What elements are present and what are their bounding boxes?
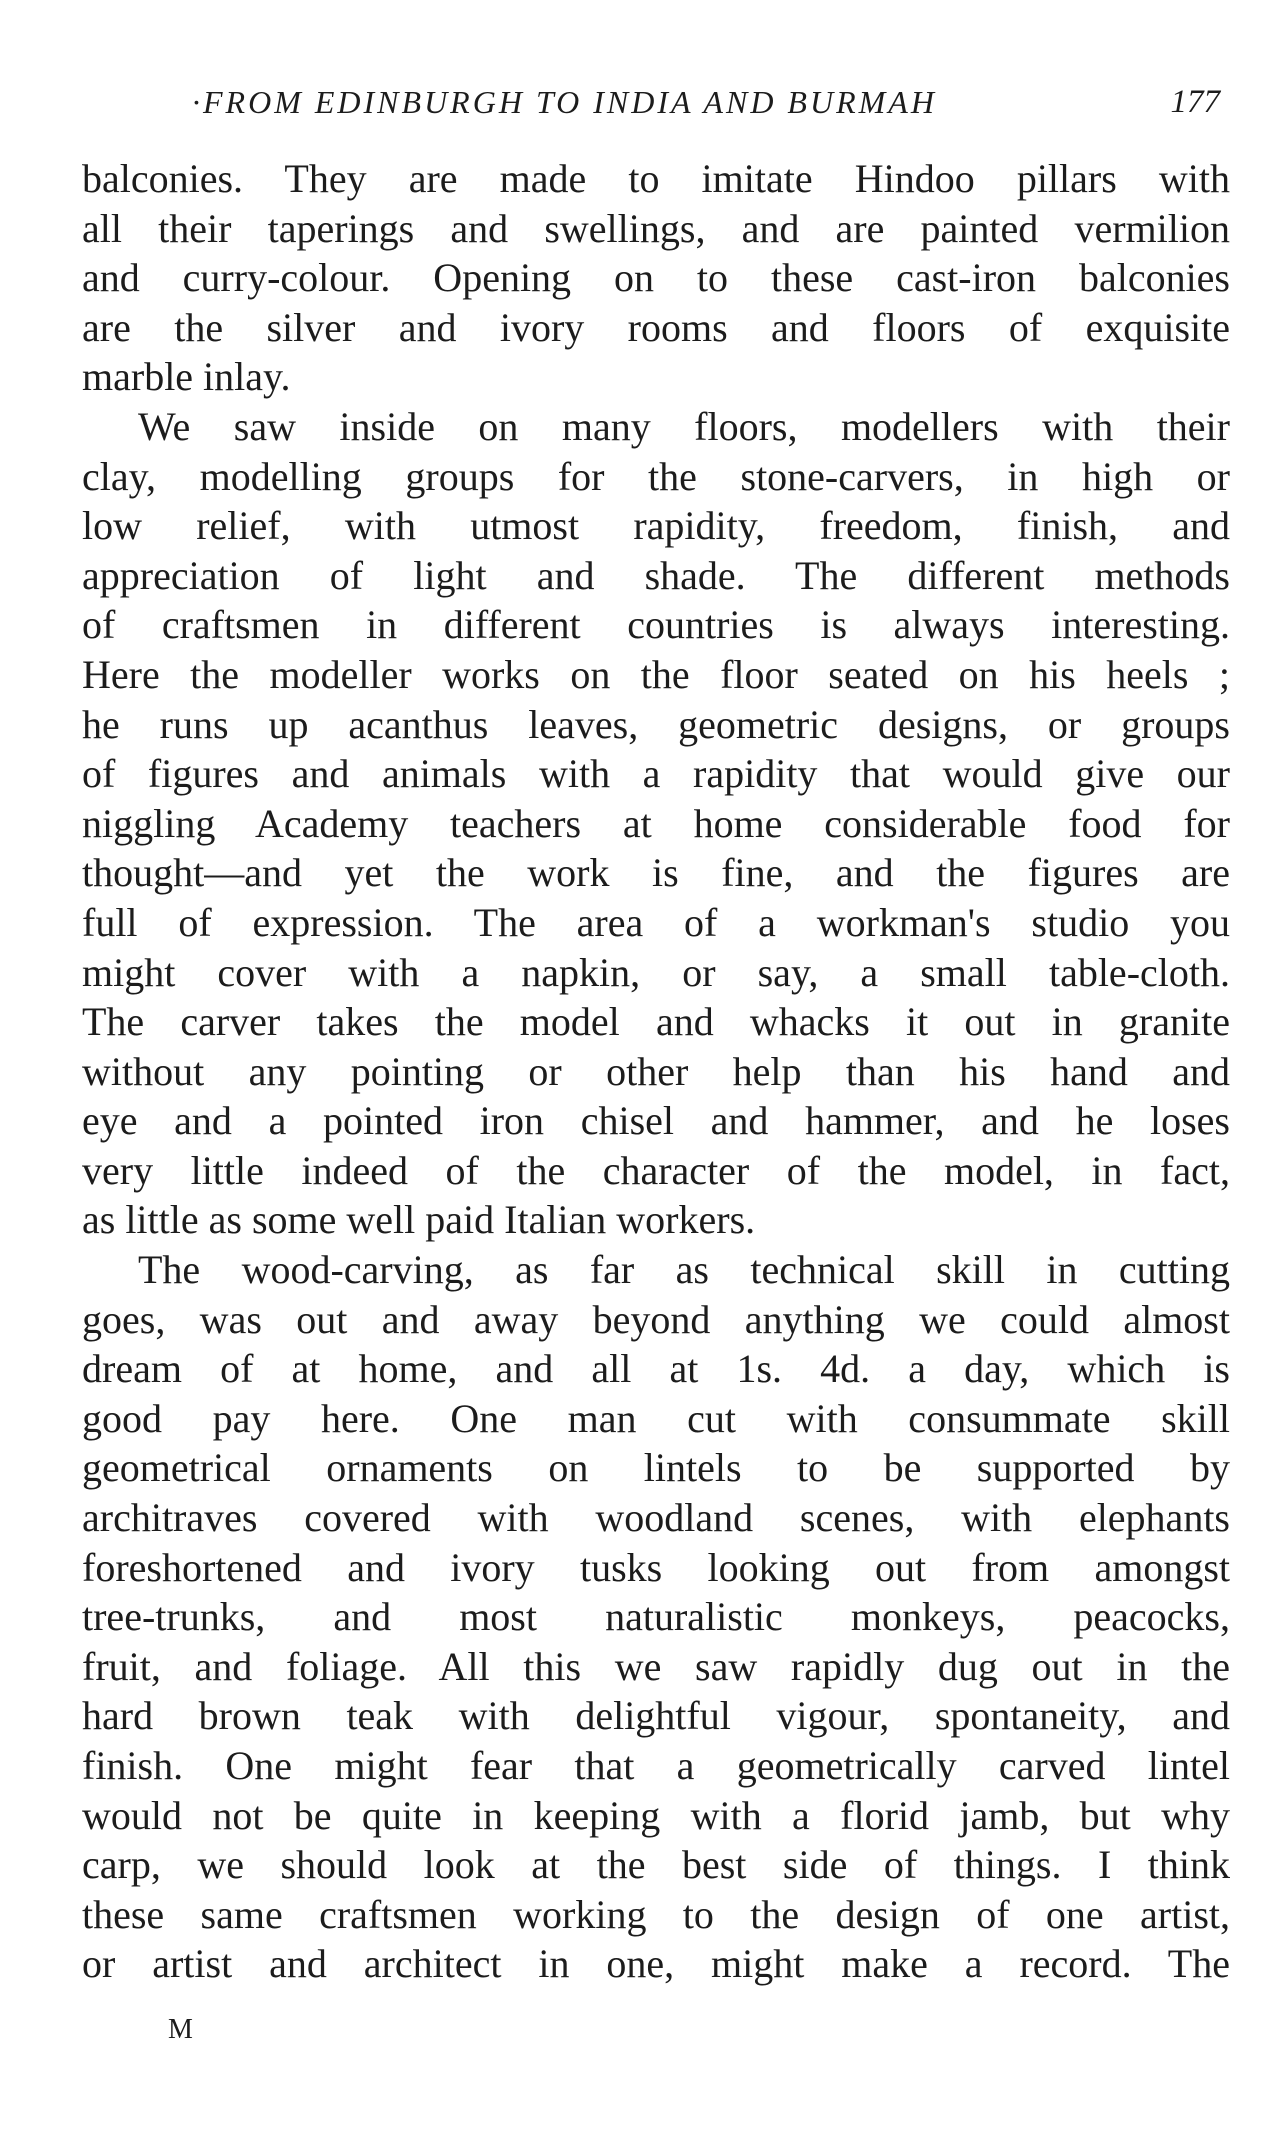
paragraph-2 — [82, 402, 1230, 1245]
text-line: balconies. They are made to imitate Hindoo pillars with — [82, 156, 1230, 201]
signature-mark: M — [168, 2014, 194, 2045]
text-line: good pay here. One man cut with consummate skill — [82, 1395, 1230, 1441]
text-line: niggling Academy teachers at home considerable food for — [82, 800, 1230, 846]
text-line: fruit, and foliage. All this we saw rapidly dug out in the — [82, 1643, 1230, 1689]
text-line: low relief, with utmost rapidity, freedom, finish, and — [82, 503, 1230, 549]
text-line: of craftsmen in different countries is always interesting. — [82, 602, 1230, 648]
paragraph-1 — [82, 154, 1230, 402]
text-line: as little as some well paid Italian workers. — [82, 1197, 756, 1243]
text-line: The carver takes the model and whacks it out in granite — [82, 999, 1230, 1045]
text-line: appreciation of light and shade. The different methods — [82, 552, 1230, 598]
text-line: goes, was out and away beyond anything we could almost — [82, 1296, 1230, 1342]
text-line: all their taperings and swellings, and are painted vermilion — [82, 205, 1230, 251]
text-line: very little indeed of the character of the model, in fact, — [82, 1147, 1230, 1193]
text-line: Here the modeller works on the floor seated on his heels ; — [82, 651, 1230, 697]
text-line: clay, modelling groups for the stone-carvers, in high or — [82, 453, 1230, 499]
text-line: full of expression. The area of a workman's studio you — [82, 899, 1230, 945]
text-line: carp, we should look at the best side of things. I think — [82, 1842, 1230, 1888]
text-line: The wood-carving, as far as technical skill in cutting — [138, 1247, 1230, 1293]
text-line: of figures and animals with a rapidity that would give our — [82, 751, 1230, 797]
running-head — [192, 80, 1220, 124]
text-line: are the silver and ivory rooms and floors of exquisite — [82, 304, 1230, 350]
paragraph-3 — [82, 1245, 1230, 1989]
text-line: without any pointing or other help than his hand and — [82, 1048, 1230, 1094]
text-line: hard brown teak with delightful vigour, spontaneity, and — [82, 1693, 1230, 1739]
running-title: ·FROM EDINBURGH TO INDIA AND BURMAH — [192, 84, 937, 120]
text-line: architraves covered with woodland scenes, with elephants — [82, 1495, 1230, 1541]
text-line: he runs up acanthus leaves, geometric designs, or groups — [82, 701, 1230, 747]
body-text — [82, 154, 1230, 1989]
text-line: marble inlay. — [82, 354, 291, 400]
text-line: foreshortened and ivory tusks looking out from amongst — [82, 1544, 1230, 1590]
text-line: these same craftsmen working to the design of one artist, — [82, 1891, 1230, 1937]
text-line: tree-trunks, and most naturalistic monkeys, peacocks, — [82, 1594, 1230, 1640]
text-line: We saw inside on many floors, modellers with their — [138, 403, 1230, 449]
text-line: might cover with a napkin, or say, a small table-cloth. — [82, 949, 1230, 995]
text-line: dream of at home, and all at 1s. 4d. a day, which is — [82, 1346, 1230, 1392]
text-line: finish. One might fear that a geometrically carved lintel — [82, 1743, 1230, 1788]
text-line: thought—and yet the work is fine, and the figures are — [82, 850, 1230, 896]
text-line: geometrical ornaments on lintels to be supported by — [82, 1445, 1230, 1491]
text-line: or artist and architect in one, might make a record. The — [82, 1941, 1230, 1987]
text-line: eye and a pointed iron chisel and hammer, and he loses — [82, 1098, 1230, 1144]
text-line: and curry-colour. Opening on to these cast-iron balconies — [82, 255, 1230, 301]
page-number: 177 — [1170, 84, 1220, 120]
text-line: would not be quite in keeping with a florid jamb, but why — [82, 1792, 1230, 1838]
